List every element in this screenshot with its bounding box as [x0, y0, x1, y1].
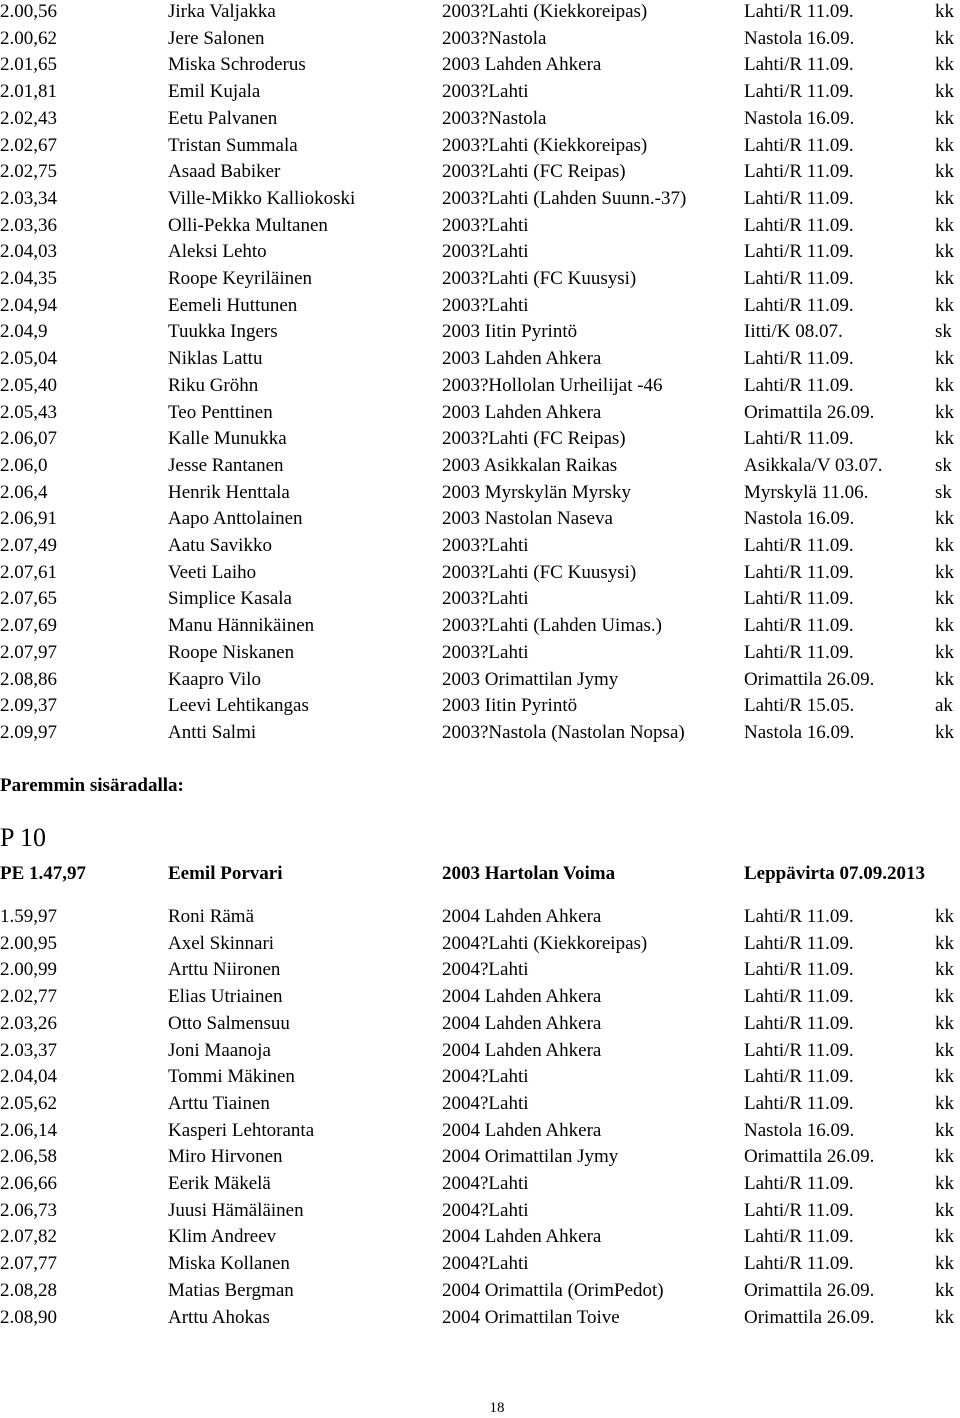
result-month: kk	[935, 1226, 954, 1248]
result-time: 2.03,37	[0, 1039, 57, 1061]
result-row	[0, 586, 960, 613]
result-time: 2.06,91	[0, 508, 57, 530]
result-club: 2003?Lahti	[442, 214, 529, 236]
result-club: 2003?Lahti	[442, 535, 529, 556]
result-venue-date: Orimattila 26.09.	[744, 401, 875, 423]
result-athlete: Teo Penttinen	[168, 401, 273, 423]
result-athlete: Tuukka Ingers	[168, 321, 278, 343]
result-venue-date: Lahti/R 11.09.	[744, 1039, 854, 1061]
result-row	[0, 1091, 960, 1118]
result-athlete: Jesse Rantanen	[168, 454, 284, 476]
result-time: 2.00,62	[0, 27, 57, 49]
result-athlete: Veeti Laiho	[168, 561, 257, 583]
result-time: 2.07,77	[0, 1253, 57, 1275]
result-club: 2003?Lahti	[442, 294, 529, 316]
result-club: 2004 Lahden Ahkera	[442, 906, 602, 927]
result-venue-date: Lahti/R 11.09.	[744, 268, 854, 289]
result-athlete: Aapo Anttolainen	[168, 508, 303, 530]
result-athlete: Niklas Lattu	[168, 348, 263, 370]
result-venue-date: Lahti/R 11.09.	[744, 906, 854, 927]
result-time: 2.05,62	[0, 1092, 57, 1114]
result-time: 2.07,69	[0, 615, 57, 637]
class-heading: P 10	[0, 823, 46, 852]
result-month: kk	[935, 1039, 954, 1061]
result-row	[0, 1305, 960, 1332]
result-row	[0, 0, 960, 26]
personal-best-row	[0, 861, 960, 888]
result-row	[0, 984, 960, 1011]
result-club: 2003 Orimattilan Jymy	[442, 668, 619, 690]
result-time: 2.07,49	[0, 535, 57, 556]
result-month: kk	[935, 1199, 954, 1221]
result-club: 2004 Lahden Ahkera	[442, 1012, 602, 1034]
result-month: kk	[935, 401, 954, 423]
result-athlete: Kalle Munukka	[168, 428, 287, 450]
result-time: 2.06,66	[0, 1173, 57, 1194]
result-venue-date: Lahti/R 11.09.	[744, 54, 854, 76]
result-venue-date: Lahti/R 11.09.	[744, 1226, 854, 1248]
result-time: 2.04,94	[0, 294, 57, 316]
result-month: kk	[935, 428, 954, 450]
result-venue-date: Lahti/R 11.09.	[744, 161, 854, 183]
result-athlete: Olli-Pekka Multanen	[168, 214, 328, 236]
result-athlete: Aleksi Lehto	[168, 241, 267, 263]
result-venue-date: Lahti/R 11.09.	[744, 241, 854, 263]
result-month: sk	[935, 321, 952, 343]
result-club: 2004?Lahti	[442, 1173, 529, 1194]
result-row	[0, 106, 960, 133]
result-club: 2003?Nastola	[442, 107, 547, 129]
result-row	[0, 1011, 960, 1038]
result-venue-date: Asikkala/V 03.07.	[744, 454, 883, 476]
result-athlete: Miska Kollanen	[168, 1253, 290, 1275]
result-row	[0, 453, 960, 480]
result-row	[0, 52, 960, 79]
result-venue-date: Orimattila 26.09.	[744, 1279, 875, 1301]
result-club: 2004?Lahti	[442, 1253, 529, 1275]
result-time: 2.03,36	[0, 214, 57, 236]
result-athlete: Otto Salmensuu	[168, 1012, 290, 1034]
result-club: 2003?Nastola (Nastolan Nopsa)	[442, 721, 685, 743]
result-time: 2.08,28	[0, 1279, 57, 1301]
result-row	[0, 1251, 960, 1278]
result-athlete: Klim Andreev	[168, 1226, 277, 1248]
result-month: kk	[935, 1092, 954, 1114]
result-time: 2.02,75	[0, 161, 57, 183]
result-time: 2.07,97	[0, 641, 57, 663]
result-athlete: Arttu Tiainen	[168, 1092, 270, 1114]
result-athlete: Roope Niskanen	[168, 641, 295, 663]
result-venue-date: Lahti/R 11.09.	[744, 986, 854, 1008]
result-venue-date: Lahti/R 11.09.	[744, 1066, 854, 1088]
result-row	[0, 239, 960, 266]
result-row	[0, 1198, 960, 1225]
result-club: 2004 Lahden Ahkera	[442, 1119, 602, 1141]
result-club: 2004 Orimattilan Jymy	[442, 1146, 619, 1168]
result-time: 2.04,35	[0, 268, 57, 289]
result-time: 2.06,4	[0, 481, 48, 503]
result-time: 2.08,86	[0, 668, 57, 690]
result-club: 2004?Lahti	[442, 959, 529, 981]
result-row	[0, 613, 960, 640]
result-month: ak	[935, 695, 953, 717]
result-venue-date: Nastola 16.09.	[744, 721, 855, 743]
result-athlete: Leevi Lehtikangas	[168, 695, 309, 717]
result-club: 2003?Hollolan Urheilijat -46	[442, 374, 663, 396]
result-athlete: Emil Kujala	[168, 81, 261, 103]
result-month: kk	[935, 348, 954, 370]
result-athlete: Eerik Mäkelä	[168, 1173, 271, 1194]
result-row	[0, 640, 960, 667]
result-month: kk	[935, 641, 954, 663]
result-time: 2.07,65	[0, 588, 57, 610]
result-month: kk	[935, 1173, 954, 1194]
result-month: kk	[935, 1306, 954, 1328]
result-row	[0, 346, 960, 373]
result-month: kk	[935, 1066, 954, 1088]
result-athlete: Eetu Palvanen	[168, 107, 278, 129]
result-venue-date: Lahti/R 11.09.	[744, 187, 854, 209]
result-time: 2.08,90	[0, 1306, 57, 1328]
result-club: 2003?Lahti	[442, 588, 529, 610]
result-venue-date: Lahti/R 15.05.	[744, 695, 855, 717]
result-row	[0, 1171, 960, 1198]
result-club: 2003 Nastolan Naseva	[442, 508, 613, 530]
result-athlete: Juusi Hämäläinen	[168, 1199, 304, 1221]
result-month: sk	[935, 454, 952, 476]
result-venue-date: Lahti/R 11.09.	[744, 1092, 854, 1114]
result-month: kk	[935, 1279, 954, 1301]
result-time: 2.06,58	[0, 1146, 57, 1168]
result-athlete: Matias Bergman	[168, 1279, 294, 1301]
result-club: 2004 Orimattila (OrimPedot)	[442, 1279, 664, 1301]
result-venue-date: Lahti/R 11.09.	[744, 1253, 854, 1275]
result-club: 2003?Lahti (FC Kuusysi)	[442, 561, 637, 583]
result-time: 2.00,95	[0, 932, 57, 954]
result-club: 2003?Lahti (Kiekkoreipas)	[442, 134, 648, 156]
result-athlete: Simplice Kasala	[168, 588, 292, 610]
result-club: 2003?Lahti (FC Reipas)	[442, 161, 626, 183]
result-time: 1.59,97	[0, 906, 57, 927]
result-month: kk	[935, 1, 954, 22]
result-row	[0, 186, 960, 213]
result-month: kk	[935, 54, 954, 76]
result-row	[0, 79, 960, 106]
result-month: kk	[935, 214, 954, 236]
result-row	[0, 931, 960, 958]
result-club: 2003?Lahti (FC Kuusysi)	[442, 268, 637, 289]
result-time: 2.04,04	[0, 1066, 57, 1088]
result-time: 2.04,9	[0, 321, 48, 343]
result-venue-date: Lahti/R 11.09.	[744, 932, 854, 954]
result-time: 2.06,14	[0, 1119, 57, 1141]
result-athlete: Miska Schroderus	[168, 54, 306, 76]
result-athlete: Elias Utriainen	[168, 986, 283, 1008]
result-venue-date: Lahti/R 11.09.	[744, 1, 854, 22]
result-club: 2003?Lahti (Lahden Uimas.)	[442, 615, 663, 637]
result-club: 2003 Lahden Ahkera	[442, 54, 602, 76]
result-athlete: Roope Keyriläinen	[168, 268, 313, 289]
result-athlete: Arttu Niironen	[168, 959, 281, 981]
result-time: 2.03,26	[0, 1012, 57, 1034]
result-row	[0, 667, 960, 694]
result-venue-date: Lahti/R 11.09.	[744, 348, 854, 370]
result-month: kk	[935, 588, 954, 610]
result-club: 2004?Lahti	[442, 1199, 529, 1221]
result-month: kk	[935, 508, 954, 530]
result-time: 2.07,61	[0, 561, 57, 583]
pe-venue-date: Leppävirta 07.09.2013	[744, 863, 926, 884]
result-club: 2004 Orimattilan Toive	[442, 1306, 620, 1328]
result-row	[0, 159, 960, 186]
result-venue-date: Lahti/R 11.09.	[744, 374, 854, 396]
result-month: kk	[935, 294, 954, 316]
result-time: 2.04,03	[0, 241, 57, 263]
result-club: 2004 Lahden Ahkera	[442, 1226, 602, 1248]
result-time: 2.09,37	[0, 695, 57, 717]
result-month: kk	[935, 721, 954, 743]
result-athlete: Tommi Mäkinen	[168, 1066, 295, 1088]
result-venue-date: Nastola 16.09.	[744, 107, 855, 129]
result-month: kk	[935, 374, 954, 396]
result-venue-date: Lahti/R 11.09.	[744, 294, 854, 316]
result-athlete: Jirka Valjakka	[168, 1, 276, 22]
result-time: 2.02,43	[0, 107, 57, 129]
result-venue-date: Lahti/R 11.09.	[744, 81, 854, 103]
result-venue-date: Lahti/R 11.09.	[744, 535, 854, 556]
result-row	[0, 533, 960, 560]
result-club: 2003?Nastola	[442, 27, 547, 49]
result-venue-date: Nastola 16.09.	[744, 1119, 855, 1141]
result-time: 2.00,56	[0, 1, 57, 22]
result-venue-date: Lahti/R 11.09.	[744, 561, 854, 583]
result-month: sk	[935, 481, 952, 503]
result-row	[0, 266, 960, 293]
result-venue-date: Orimattila 26.09.	[744, 1306, 875, 1328]
result-row	[0, 319, 960, 346]
result-row	[0, 133, 960, 160]
result-venue-date: Orimattila 26.09.	[744, 1146, 875, 1168]
result-athlete: Arttu Ahokas	[168, 1306, 270, 1328]
result-venue-date: Lahti/R 11.09.	[744, 1173, 854, 1194]
result-row	[0, 1038, 960, 1065]
result-athlete: Manu Hännikäinen	[168, 615, 315, 637]
result-month: kk	[935, 668, 954, 690]
result-time: 2.07,82	[0, 1226, 57, 1248]
pe-time: PE 1.47,97	[0, 863, 87, 884]
result-row	[0, 904, 960, 931]
result-venue-date: Orimattila 26.09.	[744, 668, 875, 690]
result-row	[0, 957, 960, 984]
result-row	[0, 1144, 960, 1171]
result-venue-date: Lahti/R 11.09.	[744, 134, 854, 156]
result-month: kk	[935, 1146, 954, 1168]
result-month: kk	[935, 241, 954, 263]
result-row	[0, 400, 960, 427]
result-venue-date: Lahti/R 11.09.	[744, 959, 854, 981]
result-row	[0, 213, 960, 240]
result-athlete: Joni Maanoja	[168, 1039, 271, 1061]
result-month: kk	[935, 107, 954, 129]
result-athlete: Kaapro Vilo	[168, 668, 261, 690]
result-athlete: Antti Salmi	[168, 721, 257, 743]
result-club: 2003 Iitin Pyrintö	[442, 695, 578, 717]
result-athlete: Eemeli Huttunen	[168, 294, 298, 316]
result-month: kk	[935, 134, 954, 156]
result-time: 2.00,99	[0, 959, 57, 981]
pe-athlete: Eemil Porvari	[168, 863, 283, 884]
result-athlete: Roni Rämä	[168, 906, 255, 927]
result-row	[0, 480, 960, 507]
result-venue-date: Myrskylä 11.06.	[744, 481, 869, 503]
result-row	[0, 1224, 960, 1251]
result-month: kk	[935, 1119, 954, 1141]
result-month: kk	[935, 986, 954, 1008]
result-club: 2003 Lahden Ahkera	[442, 401, 602, 423]
result-month: kk	[935, 1253, 954, 1275]
result-month: kk	[935, 187, 954, 209]
result-venue-date: Nastola 16.09.	[744, 508, 855, 530]
result-athlete: Ville-Mikko Kalliokoski	[168, 187, 356, 209]
result-time: 2.05,40	[0, 374, 57, 396]
result-row	[0, 720, 960, 747]
result-row	[0, 560, 960, 587]
result-month: kk	[935, 535, 954, 556]
result-time: 2.05,04	[0, 348, 57, 370]
result-athlete: Kasperi Lehtoranta	[168, 1119, 315, 1141]
result-time: 2.05,43	[0, 401, 57, 423]
result-time: 2.01,81	[0, 81, 57, 103]
indoor-heading: Paremmin sisäradalla:	[0, 775, 184, 796]
result-club: 2003?Lahti	[442, 241, 529, 263]
result-month: kk	[935, 268, 954, 289]
result-month: kk	[935, 932, 954, 954]
result-athlete: Asaad Babiker	[168, 161, 281, 183]
result-club: 2003 Asikkalan Raikas	[442, 454, 618, 476]
result-time: 2.02,77	[0, 986, 57, 1008]
result-venue-date: Lahti/R 11.09.	[744, 214, 854, 236]
result-venue-date: Lahti/R 11.09.	[744, 641, 854, 663]
result-athlete: Riku Gröhn	[168, 374, 259, 396]
result-venue-date: Lahti/R 11.09.	[744, 1012, 854, 1034]
result-row	[0, 693, 960, 720]
result-club: 2004?Lahti	[442, 1092, 529, 1114]
result-athlete: Aatu Savikko	[168, 535, 272, 556]
result-athlete: Tristan Summala	[168, 134, 298, 156]
result-club: 2003 Myrskylän Myrsky	[442, 481, 631, 503]
result-row	[0, 426, 960, 453]
result-month: kk	[935, 1012, 954, 1034]
result-club: 2003?Lahti (Kiekkoreipas)	[442, 1, 648, 22]
result-athlete: Axel Skinnari	[168, 932, 275, 954]
result-time: 2.01,65	[0, 54, 57, 76]
result-athlete: Henrik Henttala	[168, 481, 290, 503]
result-venue-date: Lahti/R 11.09.	[744, 588, 854, 610]
result-time: 2.02,67	[0, 134, 57, 156]
result-venue-date: Nastola 16.09.	[744, 27, 855, 49]
result-venue-date: Iitti/K 08.07.	[744, 321, 843, 343]
result-club: 2003?Lahti (Lahden Suunn.-37)	[442, 187, 687, 209]
result-month: kk	[935, 615, 954, 637]
result-venue-date: Lahti/R 11.09.	[744, 615, 854, 637]
result-venue-date: Lahti/R 11.09.	[744, 1199, 854, 1221]
result-time: 2.06,0	[0, 454, 48, 476]
result-row	[0, 1064, 960, 1091]
page-number: 18	[489, 1400, 505, 1416]
result-club: 2003?Lahti	[442, 81, 529, 103]
result-club: 2003 Iitin Pyrintö	[442, 321, 578, 343]
result-month: kk	[935, 906, 954, 927]
result-row	[0, 1118, 960, 1145]
result-time: 2.03,34	[0, 187, 57, 209]
result-row	[0, 373, 960, 400]
result-club: 2003 Lahden Ahkera	[442, 348, 602, 370]
result-month: kk	[935, 959, 954, 981]
result-month: kk	[935, 561, 954, 583]
result-time: 2.06,73	[0, 1199, 57, 1221]
result-month: kk	[935, 161, 954, 183]
result-row	[0, 506, 960, 533]
result-club: 2003?Lahti	[442, 641, 529, 663]
result-time: 2.09,97	[0, 721, 57, 743]
result-month: kk	[935, 81, 954, 103]
result-row	[0, 26, 960, 53]
result-athlete: Miro Hirvonen	[168, 1146, 283, 1168]
result-club: 2004 Lahden Ahkera	[442, 1039, 602, 1061]
result-club: 2004?Lahti (Kiekkoreipas)	[442, 932, 648, 954]
result-row	[0, 1278, 960, 1305]
result-club: 2004?Lahti	[442, 1066, 529, 1088]
result-club: 2003?Lahti (FC Reipas)	[442, 428, 626, 450]
result-time: 2.06,07	[0, 428, 57, 450]
result-athlete: Jere Salonen	[168, 27, 265, 49]
result-month: kk	[935, 27, 954, 49]
result-club: 2004 Lahden Ahkera	[442, 986, 602, 1008]
result-row	[0, 293, 960, 320]
result-venue-date: Lahti/R 11.09.	[744, 428, 854, 450]
pe-club: 2003 Hartolan Voima	[442, 863, 616, 884]
